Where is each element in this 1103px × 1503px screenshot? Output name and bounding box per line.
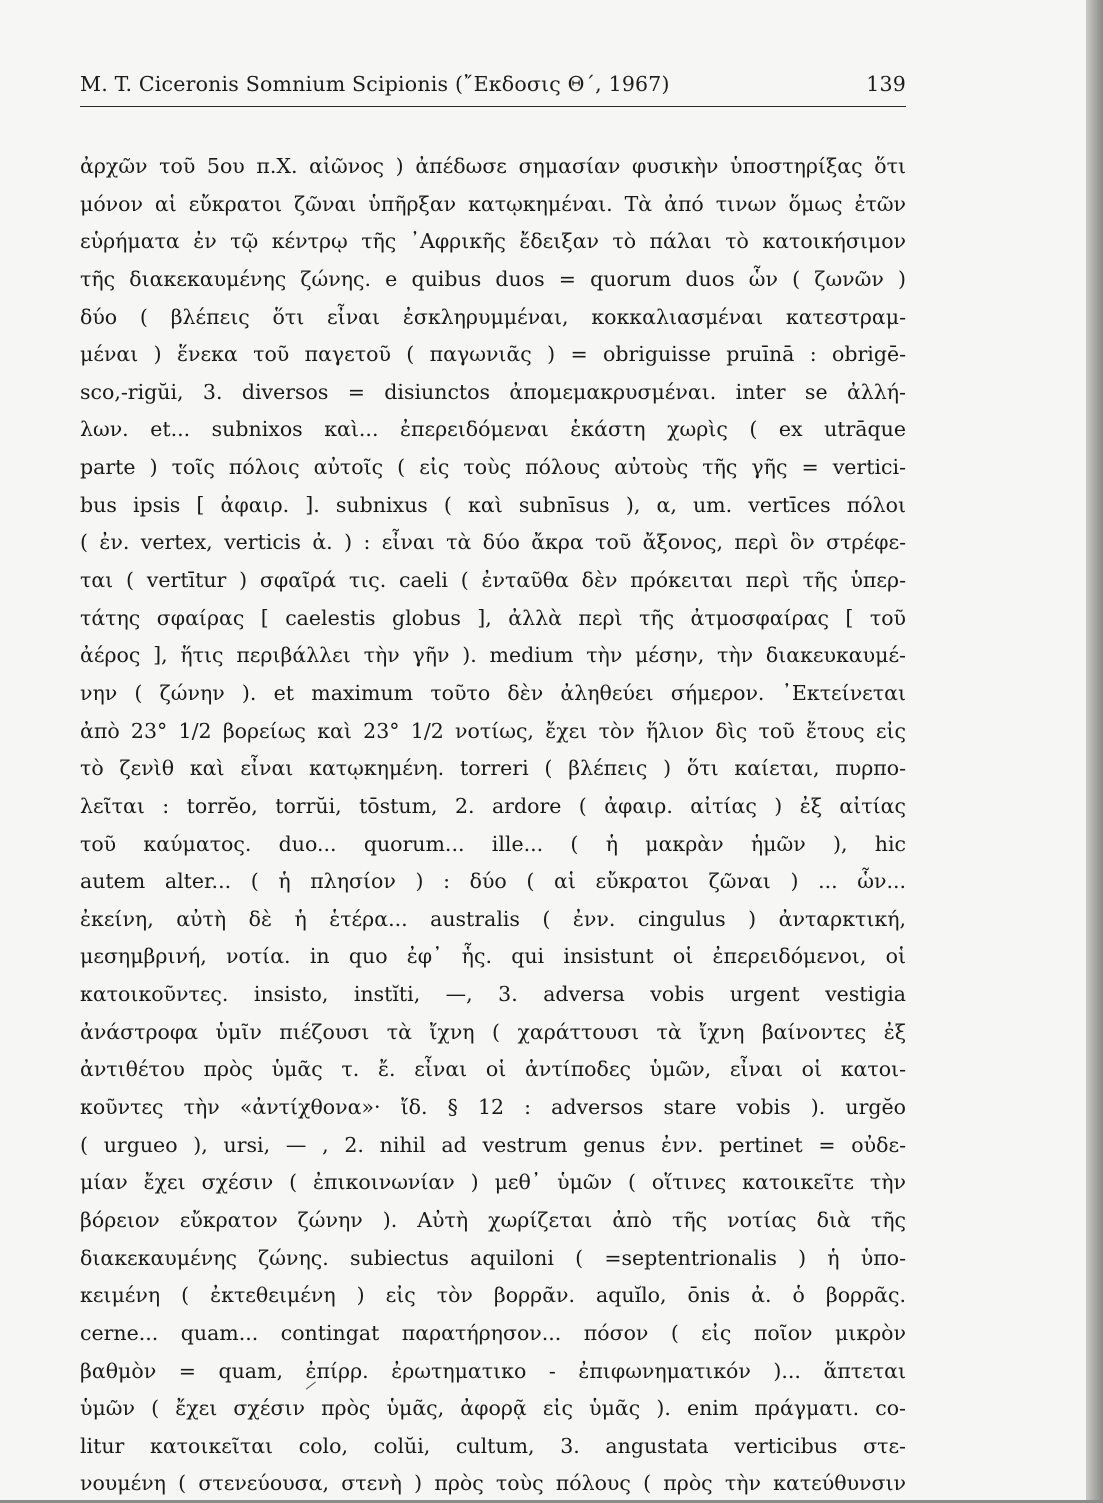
text-line: parte ) τοῖς πόλοις αὐτοῖς ( εἰς τοὺς πόλους αὐτοὺς τῆς γῆς = vertici- [80, 455, 906, 480]
text-line: κειμένη ( ἐκτεθειμένη ) εἰς τὸν βορρᾶν. aquĭlo, ōnis ἀ. ὁ βορρᾶς. [80, 1283, 906, 1308]
text-line: μέναι ) ἕνεκα τοῦ παγετοῦ ( παγωνιᾶς ) = obriguisse pruīnā : obrigē- [80, 342, 906, 367]
running-head [80, 72, 906, 108]
text-line: τὸ ζενὶθ καὶ εἶναι κατῳκημένη. torreri ( βλέπεις ) ὅτι καίεται, πυρπο- [80, 756, 906, 781]
text-line: βαθμὸν = quam, ἐπίρρ. ἐρωτηματικο - ἐπιφωνηματικόν )... ἅπτεται [80, 1358, 906, 1383]
text-line: ( urgueo ), ursi, — , 2. nihil ad vestrum genus ἐνν. pertinet = οὐδε- [80, 1132, 906, 1157]
text-line: ἀπὸ 23° 1/2 βορείως καὶ 23° 1/2 νοτίως, ἔχει τὸν ἥλιον δὶς τοῦ ἔτους εἰς [80, 718, 906, 743]
text-line: ( ἐν. vertex, verticis ἀ. ) : εἶναι τὰ δύο ἄκρα τοῦ ἄξονος, περὶ ὃν στρέφε- [80, 530, 906, 555]
page-number: 139 [866, 72, 906, 96]
text-line: δύο ( βλέπεις ὅτι εἶναι ἐσκληρυμμέναι, κοκκαλιασμέναι κατεστραμ- [80, 304, 906, 329]
text-line: λων. et... subnixos καὶ... ἐπερειδόμεναι ἑκάστη χωρὶς ( ex utrāque [80, 417, 906, 442]
text-line: cerne... quam... contingat παρατήρησον... πόσον ( εἰς ποῖον μικρὸν [80, 1320, 906, 1345]
running-title: M. T. Ciceronis Somnium Scipionis (῎Εκδοσις Θ΄, 1967) [80, 72, 670, 96]
text-line: λεῖται : torrĕo, torrŭi, tōstum, 2. ardore ( ἀφαιρ. αἰτίας ) ἐξ αἰτίας [80, 793, 906, 818]
text-line: ἀνάστροφα ὑμῖν πιέζουσι τὰ ἴχνη ( χαράττουσι τὰ ἴχνη βαίνοντες ἐξ [80, 1019, 906, 1044]
text-line: νουμένη ( στενεύουσα, στενὴ ) πρὸς τοὺς πόλους ( πρὸς τὴν κατεύθυνσιν [80, 1471, 906, 1496]
text-line: τοῦ καύματος. duo... quorum... ille... ( ἡ μακρὰν ἡμῶν ), hic [80, 831, 906, 856]
text-line: διακεκαυμένης ζώνης. subiectus aquiloni ( =septentrionalis ) ἡ ὑπο- [80, 1245, 906, 1270]
text-line: τῆς διακεκαυμένης ζώνης. e quibus duos = quorum duos ὧν ( ζωνῶν ) [80, 266, 906, 291]
text-line: κοῦντες τὴν «ἀντίχθονα»· ἴδ. § 12 : adversos stare vobis ). urgĕo [80, 1095, 906, 1120]
text-line: μίαν ἔχει σχέσιν ( ἐπικοινωνίαν ) μεθ᾿ ὑμῶν ( οἵτινες κατοικεῖτε τὴν [80, 1170, 906, 1195]
page-edge [1086, 0, 1103, 1500]
text-line: autem alter... ( ἡ πλησίον ) : δύο ( αἱ εὔκρατοι ζῶναι ) ... ὧν... [80, 869, 906, 894]
text-line: sco,-rigŭi, 3. diversos = disiunctos ἀπομεμακρυσμέναι. inter se ἀλλή- [80, 379, 906, 404]
text-line: ἀέρος ], ἥτις περιβάλλει τὴν γῆν ). medium τὴν μέσην, τὴν διακευκαυμέ- [80, 643, 906, 668]
text-line: ὑμῶν ( ἔχει σχέσιν πρὸς ὑμᾶς, ἀφορᾷ εἰς ὑμᾶς ). enim πράγματι. co- [80, 1396, 906, 1421]
text-line: μόνον αἱ εὔκρατοι ζῶναι ὑπῆρξαν κατῳκημέναι. Τὰ ἀπό τινων ὅμως ἐτῶν [80, 191, 906, 216]
text-line: ἀρχῶν τοῦ 5ου π.Χ. αἰῶνος ) ἀπέδωσε σημασίαν φυσικὴν ὑποστηρίξας ὅτι [80, 154, 906, 178]
text-line: τάτης σφαίρας [ caelestis globus ], ἀλλὰ περὶ τῆς ἀτμοσφαίρας [ τοῦ [80, 605, 906, 630]
header-rule [80, 106, 906, 107]
text-line: ἀντιθέτου πρὸς ὑμᾶς τ. ἔ. εἶναι οἱ ἀντίποδες ὑμῶν, εἶναι οἱ κατοι- [80, 1057, 906, 1082]
text-line: litur κατοικεῖται colo, colŭi, cultum, 3. angustata verticibus στε- [80, 1433, 906, 1458]
text-line: βόρειον εὔκρατον ζώνην ). Αὐτὴ χωρίζεται ἀπὸ τῆς νοτίας διὰ τῆς [80, 1207, 906, 1232]
text-line: bus ipsis [ ἀφαιρ. ]. subnixus ( καὶ subnīsus ), α, um. vertīces πόλοι [80, 492, 906, 517]
text-line: νην ( ζώνην ). et maximum τοῦτο δὲν ἀληθεύει σήμερον. ᾿Εκτείνεται [80, 680, 906, 705]
text-line: κατοικοῦντες. insisto, instĭti, —, 3. adversa vobis urgent vestigia [80, 982, 906, 1007]
text-line: ται ( vertītur ) σφαῖρά τις. caeli ( ἐνταῦθα δὲν πρόκειται περὶ τῆς ὑπερ- [80, 568, 906, 593]
text-line: μεσημβρινή, νοτία. in quo ἐφ᾿ ἧς. qui insistunt οἱ ἐπερειδόμενοι, οἱ [80, 944, 906, 969]
text-line: ἐκείνη, αὐτὴ δὲ ἡ ἑτέρα... australis ( ἐνν. cingulus ) ἀνταρκτική, [80, 906, 906, 931]
commentary-text [80, 148, 906, 1503]
text-line: εὑρήματα ἐν τῷ κέντρῳ τῆς ᾿Αφρικῆς ἔδειξαν τὸ πάλαι τὸ κατοικήσιμον [80, 229, 906, 254]
